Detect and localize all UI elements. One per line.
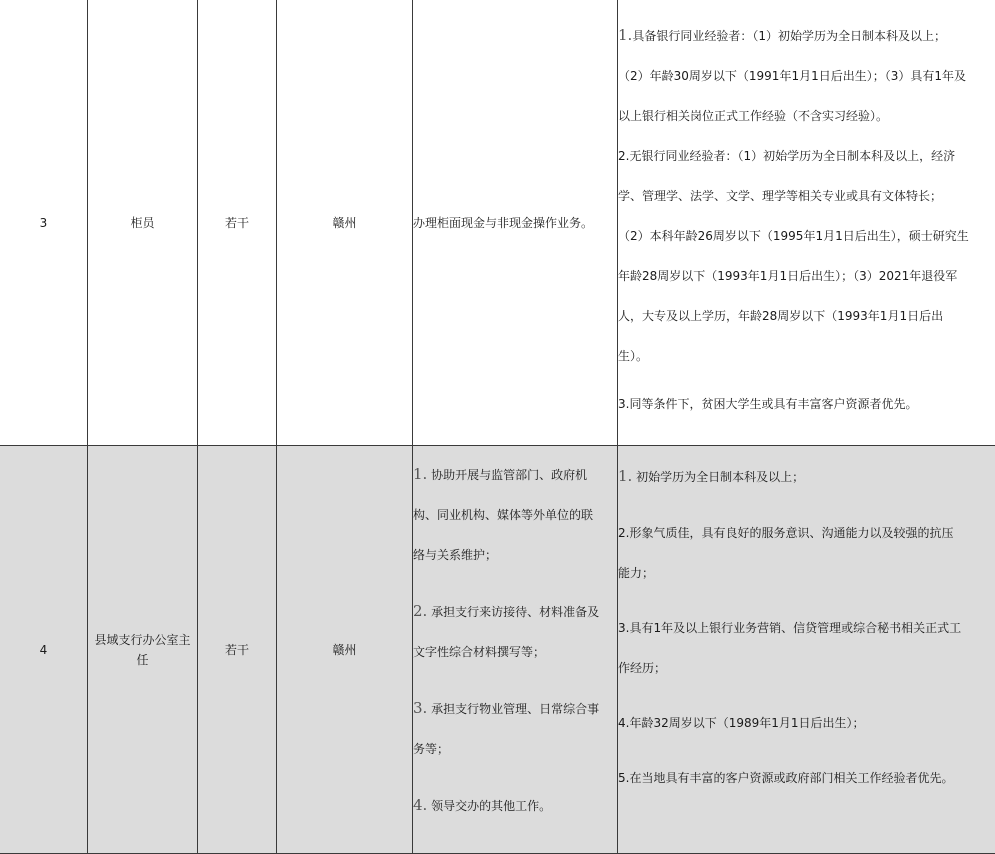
- position-cell: 柜员: [88, 0, 198, 446]
- requirement-line: （2）年龄30周岁以下（1991年1月1日后出生）；（3）具有1年及: [618, 56, 995, 96]
- requirement-line: 学、管理学、法学、文学、理学等相关专业或具有文体特长；: [618, 176, 995, 216]
- requirement-line: 1.具备银行同业经验者：（1）初始学历为全日制本科及以上；: [618, 15, 995, 56]
- position-cell: 县域支行办公室主 任: [88, 446, 198, 854]
- duty-item: 2. 承担支行来访接待、材料准备及 文字性综合材料撰写等；: [413, 591, 617, 672]
- location-cell: 赣州: [277, 0, 413, 446]
- requirement-line: 年龄28周岁以下（1993年1月1日后出生）；（3）2021年退役军: [618, 256, 995, 296]
- duty-item: 4. 领导交办的其他工作。: [413, 785, 617, 826]
- requirement-line: 以上银行相关岗位正式工作经验（不含实习经验）。: [618, 96, 995, 136]
- location-cell: 赣州: [277, 446, 413, 854]
- requirement-line: 3.同等条件下，贫困大学生或具有丰富客户资源者优先。: [618, 384, 995, 424]
- list-number: 2.: [413, 602, 427, 620]
- list-number: 4.: [413, 796, 427, 814]
- requirement-line: 2.形象气质佳，具有良好的服务意识、沟通能力以及较强的抗压 能力；: [618, 513, 995, 593]
- headcount-cell: 若干: [198, 0, 277, 446]
- seq-cell: 3: [0, 0, 88, 446]
- table-row: [0, 446, 995, 854]
- requirement-line: 2.无银行同业经验者：（1）初始学历为全日制本科及以上，经济: [618, 136, 995, 176]
- requirements-cell: [618, 0, 995, 446]
- requirement-line: 4.年龄32周岁以下（1989年1月1日后出生）；: [618, 703, 995, 743]
- requirement-line: 3.具有1年及以上银行业务营销、信贷管理或综合秘书相关正式工 作经历；: [618, 608, 995, 688]
- seq-cell: 4: [0, 446, 88, 854]
- requirement-line: 5.在当地具有丰富的客户资源或政府部门相关工作经验者优先。: [618, 758, 995, 798]
- list-number: 1.: [618, 26, 632, 44]
- requirement-line: 1. 初始学历为全日制本科及以上；: [618, 456, 995, 497]
- list-number: 1.: [413, 465, 427, 483]
- list-number: 1.: [618, 467, 632, 485]
- duties-cell: [413, 446, 618, 854]
- list-number: 3.: [413, 699, 427, 717]
- duty-item: 3. 承担支行物业管理、日常综合事 务等；: [413, 688, 617, 769]
- duties-cell: 办理柜面现金与非现金操作业务。: [413, 0, 618, 446]
- headcount-cell: 若干: [198, 446, 277, 854]
- requirement-line: 人，大专及以上学历，年龄28周岁以下（1993年1月1日后出: [618, 296, 995, 336]
- requirement-line: 生）。: [618, 336, 995, 376]
- requirements-cell: [618, 446, 995, 854]
- duty-item: 1. 协助开展与监管部门、政府机 构、同业机构、媒体等外单位的联 络与关系维护；: [413, 454, 617, 575]
- requirement-line: （2）本科年龄26周岁以下（1995年1月1日后出生），硕士研究生: [618, 216, 995, 256]
